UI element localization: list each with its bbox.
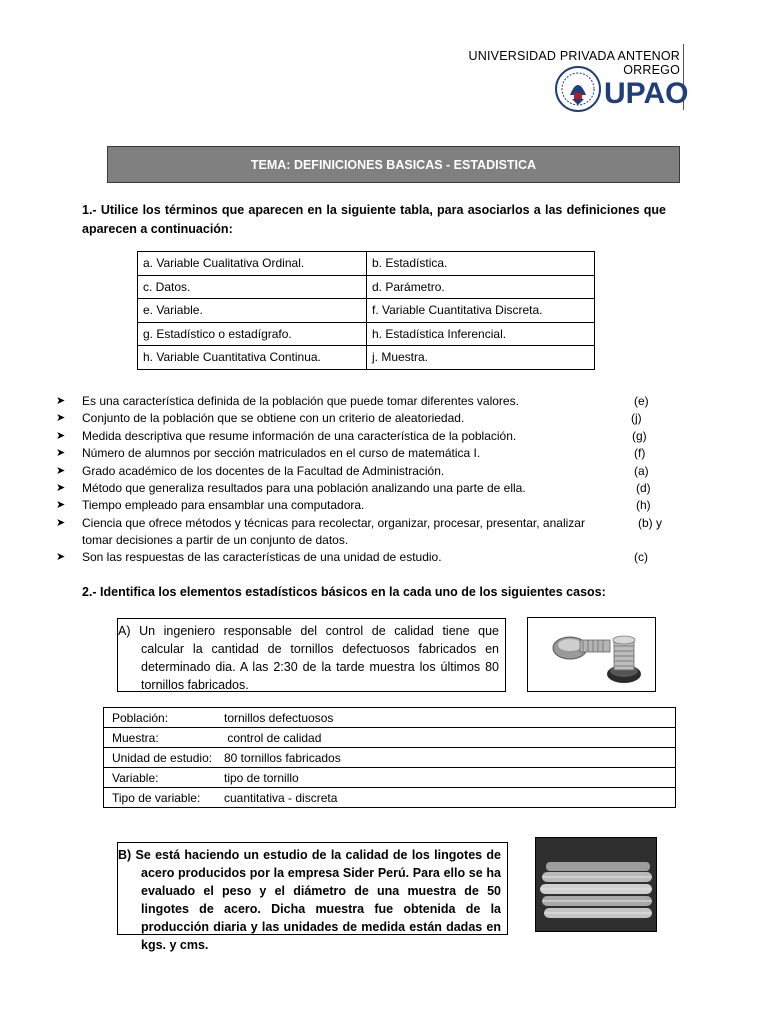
arrowhead-bullet-icon: ➤ xyxy=(56,516,66,529)
table-cell: j. Muestra. xyxy=(367,346,595,370)
arrowhead-bullet-icon: ➤ xyxy=(56,429,66,442)
definition-answer: (b) y xyxy=(638,515,662,530)
table-cell: a. Variable Cualitativa Ordinal. xyxy=(138,252,367,276)
definition-answer: (h) xyxy=(636,498,651,513)
table-row xyxy=(138,275,595,299)
row-value: cuantitativa - discreta xyxy=(224,790,338,805)
table-cell: h. Variable Cuantitativa Continua. xyxy=(138,346,367,370)
row-value: control de calidad xyxy=(224,730,322,745)
table-row xyxy=(104,728,676,748)
definition-text: Número de alumnos por sección matriculados en el curso de matemática I. xyxy=(82,446,481,461)
definition-text: Ciencia que ofrece métodos y técnicas para recolectar, organizar, procesar, presentar, analizar tomar decisiones a partir de un conjunto de datos. xyxy=(82,515,585,547)
table-cell: e. Variable. xyxy=(138,299,367,323)
definition-text: Tiempo empleado para ensamblar una computadora. xyxy=(82,498,365,513)
table-row xyxy=(138,346,595,370)
table-row xyxy=(104,708,676,728)
upao-logo xyxy=(554,65,689,113)
arrowhead-bullet-icon: ➤ xyxy=(56,499,66,512)
arrowhead-bullet-icon: ➤ xyxy=(56,412,66,425)
table-row xyxy=(138,322,595,346)
arrowhead-bullet-icon: ➤ xyxy=(56,550,66,563)
case-a-box: A) Un ingeniero responsable del control de calidad tiene que calcular la cantidad de tornillos defectuosos fabricados en determinado dia. A las 2:30 de la tarde muestra los últimos 80 tornillos fabricados. xyxy=(117,618,506,692)
definition-text: Es una característica definida de la población que puede tomar diferentes valores. xyxy=(82,394,519,408)
table-cell: b. Estadística. xyxy=(367,252,595,276)
screws-photo xyxy=(527,617,656,692)
row-value: tipo de tornillo xyxy=(224,770,299,785)
table-row xyxy=(104,788,676,808)
topic-banner xyxy=(107,146,680,183)
upao-seal-icon xyxy=(554,65,689,113)
list-item xyxy=(56,549,676,566)
definition-answer: (f) xyxy=(634,446,646,461)
table-cell: c. Datos. xyxy=(138,275,367,299)
question-2: 2.- Identifica los elementos estadísticos básicos en la cada uno de los siguientes casos: xyxy=(82,585,606,599)
table-cell xyxy=(104,768,676,788)
arrowhead-bullet-icon: ➤ xyxy=(56,464,66,477)
table-cell: g. Estadístico o estadígrafo. xyxy=(138,322,367,346)
row-value: tornillos defectuosos xyxy=(224,710,334,725)
table-cell xyxy=(104,708,676,728)
table-cell xyxy=(104,788,676,808)
list-item xyxy=(56,428,676,445)
definition-answer: (a) xyxy=(634,463,649,478)
row-label: Variable: xyxy=(112,770,159,785)
table-cell: f. Variable Cuantitativa Discreta. xyxy=(367,299,595,323)
list-item xyxy=(56,410,676,427)
definition-text: Medida descriptiva que resume información de una característica de la población. xyxy=(82,428,517,443)
list-item xyxy=(56,393,676,410)
list-item xyxy=(56,445,676,462)
list-item xyxy=(56,480,676,497)
question-1: 1.- Utilice los términos que aparecen en la siguiente tabla, para asociarlos a las definiciones que aparecen a continuación: xyxy=(82,203,666,236)
terms-table xyxy=(137,251,595,370)
arrowhead-bullet-icon: ➤ xyxy=(56,481,66,494)
definition-answer: (g) xyxy=(632,428,647,443)
steel-ingots-photo xyxy=(535,837,657,932)
logo-text: UPAO xyxy=(604,77,689,110)
arrowhead-bullet-icon: ➤ xyxy=(56,395,66,407)
definition-answer: (d) xyxy=(636,480,651,495)
definitions-list xyxy=(56,393,676,566)
table-cell xyxy=(104,728,676,748)
definition-answer: (c) xyxy=(634,549,648,564)
table-cell: d. Parámetro. xyxy=(367,275,595,299)
table-row xyxy=(138,299,595,323)
definition-text: Grado académico de los docentes de la Facultad de Administración. xyxy=(82,463,445,478)
table-cell: h. Estadística Inferencial. xyxy=(367,322,595,346)
list-item xyxy=(56,463,676,480)
row-value: 80 tornillos fabricados xyxy=(224,750,341,765)
definition-text: Conjunto de la población que se obtiene con un criterio de aleatoriedad. xyxy=(82,411,465,426)
table-cell xyxy=(104,748,676,768)
row-label: Tipo de variable: xyxy=(112,790,201,805)
university-name: UNIVERSIDAD PRIVADA ANTENOR ORREGO xyxy=(468,49,680,77)
table-row xyxy=(104,748,676,768)
table-row xyxy=(138,252,595,276)
table-row xyxy=(104,768,676,788)
identification-table xyxy=(103,707,676,808)
row-label: Muestra: xyxy=(112,730,159,745)
case-b-box: B) Se está haciendo un estudio de la calidad de los lingotes de acero producidos por la empresa Sider Perú. Para ello se ha evaluado el peso y el diámetro de una muestra de 50 lingotes de acero. Dicha muestra fue obtenida de la producción diaria y las unidades de medida están dadas en kgs. y cms. xyxy=(117,842,508,935)
definition-answer: (e) xyxy=(634,394,649,408)
list-item xyxy=(56,497,676,514)
arrowhead-bullet-icon: ➤ xyxy=(56,447,66,460)
topic-title: TEMA: DEFINICIONES BASICAS - ESTADISTICA xyxy=(250,157,537,172)
definition-text: Método que generaliza resultados para una población analizando una parte de ella. xyxy=(82,480,526,495)
row-label: Población: xyxy=(112,710,169,725)
row-label: Unidad de estudio: xyxy=(112,750,213,765)
definition-answer: (j) xyxy=(631,411,642,426)
definition-text: Son las respuestas de las características de una unidad de estudio. xyxy=(82,549,442,564)
list-item xyxy=(56,515,676,549)
